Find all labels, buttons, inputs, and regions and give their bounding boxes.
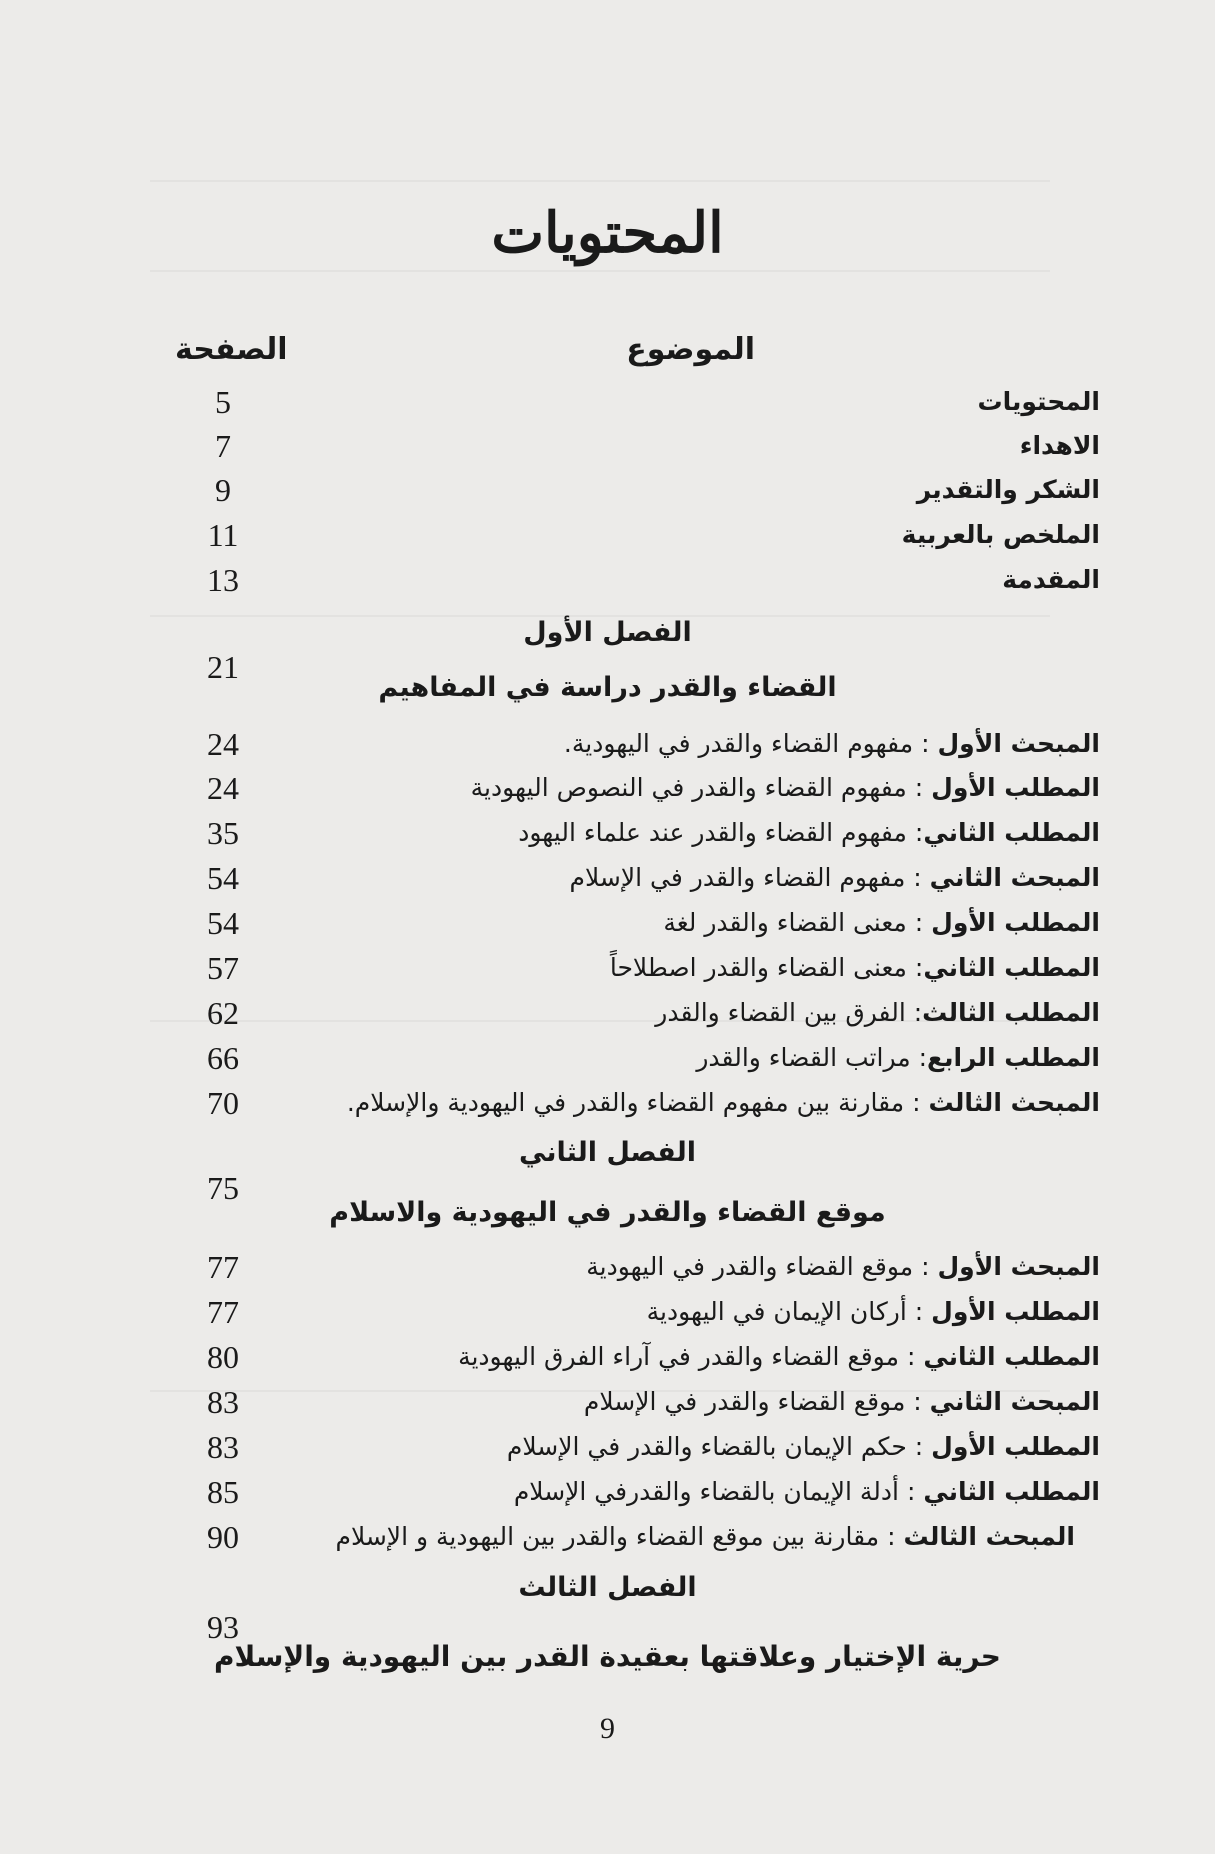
bleed-through-line	[150, 180, 1050, 182]
toc-entry[interactable]	[0, 811, 1215, 855]
entry-page-number: 24	[207, 726, 239, 762]
entry-text: : مقارنة بين موقع القضاء والقدر بين اليهودية و الإسلام	[335, 1522, 904, 1551]
chapter-heading: الفصل الثاني	[519, 1137, 696, 1168]
bleed-through-line	[150, 270, 1050, 272]
entry-page-number: 83	[207, 1429, 239, 1465]
entry-label: الملخص بالعربية	[901, 520, 1100, 549]
entry-text: : مراتب القضاء والقدر	[696, 1043, 927, 1072]
entry-text: : مفهوم القضاء والقدر في اليهودية.	[563, 729, 938, 758]
entry-page-number: 66	[207, 1040, 239, 1076]
toc-entry[interactable]	[0, 1081, 1215, 1125]
entry-text: : موقع القضاء والقدر في الإسلام	[583, 1387, 930, 1416]
chapter-heading: الفصل الأول	[523, 617, 692, 648]
toc-entry[interactable]	[0, 1515, 1215, 1559]
toc-entry[interactable]	[0, 380, 1215, 424]
entry-text: : أدلة الإيمان بالقضاء والقدرفي الإسلام	[513, 1477, 924, 1506]
entry-page-number: 54	[207, 905, 239, 941]
entry-label: المطلب الأول	[931, 908, 1100, 937]
entry-page-number: 9	[215, 472, 231, 508]
entry-label: الاهداء	[1019, 431, 1100, 460]
entry-label: المبحث الثاني	[929, 1387, 1100, 1416]
entry-page-number: 35	[207, 815, 239, 851]
toc-entry[interactable]	[0, 766, 1215, 810]
topic-column-header: الموضوع	[626, 332, 755, 367]
chapter-subtitle: موقع القضاء والقدر في اليهودية والاسلام	[329, 1197, 886, 1228]
chapter-page-number: 93	[207, 1609, 239, 1645]
entry-page-number: 90	[207, 1519, 239, 1555]
entry-text: : مفهوم القضاء والقدر في الإسلام	[569, 863, 930, 892]
toc-entry[interactable]	[0, 722, 1215, 766]
entry-text: : حكم الإيمان بالقضاء والقدر في الإسلام	[506, 1432, 932, 1461]
chapter-page-number: 21	[207, 649, 239, 685]
toc-entry[interactable]	[0, 558, 1215, 602]
entry-text: : موقع القضاء والقدر في اليهودية	[586, 1252, 938, 1281]
toc-entry[interactable]	[0, 1380, 1215, 1424]
entry-text: : معنى القضاء والقدر اصطلاحاً	[609, 953, 924, 982]
entry-page-number: 5	[215, 384, 231, 420]
entry-label: المطلب الأول	[931, 773, 1100, 802]
toc-entry[interactable]	[0, 1036, 1215, 1080]
chapter-subtitle: القضاء والقدر دراسة في المفاهيم	[378, 672, 837, 703]
entry-label: المطلب الرابع	[927, 1043, 1100, 1072]
page-column-header: الصفحة	[175, 332, 288, 367]
toc-entry[interactable]	[0, 468, 1215, 512]
entry-label: المبحث الأول	[937, 1252, 1100, 1281]
toc-entry[interactable]	[0, 1425, 1215, 1469]
entry-page-number: 11	[207, 517, 239, 553]
entry-label: المبحث الثالث	[928, 1088, 1100, 1117]
entry-text: : موقع القضاء والقدر في آراء الفرق اليهودية	[458, 1342, 924, 1371]
toc-entry[interactable]	[0, 856, 1215, 900]
entry-label: المبحث الأول	[937, 729, 1100, 758]
toc-entry[interactable]	[0, 424, 1215, 468]
entry-label: المبحث الثاني	[929, 863, 1100, 892]
page-title: المحتويات	[491, 200, 724, 266]
entry-text: : معنى القضاء والقدر لغة	[663, 908, 932, 937]
page-number-footer: 9	[600, 1712, 615, 1745]
entry-page-number: 77	[207, 1249, 239, 1285]
entry-label: المطلب الثاني	[923, 953, 1100, 982]
chapter-page-number: 75	[207, 1170, 239, 1206]
entry-text: : أركان الإيمان في اليهودية	[646, 1297, 932, 1326]
toc-entry[interactable]	[0, 1245, 1215, 1289]
entry-text: : مفهوم القضاء والقدر في النصوص اليهودية	[470, 773, 932, 802]
entry-page-number: 77	[207, 1294, 239, 1330]
entry-text: : مقارنة بين مفهوم القضاء والقدر في اليهودية والإسلام.	[346, 1088, 929, 1117]
entry-page-number: 62	[207, 995, 239, 1031]
entry-text: : الفرق بين القضاء والقدر	[655, 998, 923, 1027]
entry-label: المطلب الأول	[931, 1297, 1100, 1326]
entry-label: المطلب الثاني	[923, 1477, 1100, 1506]
toc-entry[interactable]	[0, 1470, 1215, 1514]
chapter-subtitle: حرية الإختيار وعلاقتها بعقيدة القدر بين اليهودية والإسلام	[214, 1640, 1001, 1673]
entry-label: المقدمة	[1002, 565, 1100, 594]
entry-page-number: 83	[207, 1384, 239, 1420]
toc-entry[interactable]	[0, 1335, 1215, 1379]
entry-page-number: 85	[207, 1474, 239, 1510]
toc-entry[interactable]	[0, 991, 1215, 1035]
entry-page-number: 70	[207, 1085, 239, 1121]
entry-label: المطلب الثاني	[923, 1342, 1100, 1371]
toc-entry[interactable]	[0, 1290, 1215, 1334]
entry-page-number: 7	[215, 428, 231, 464]
entry-label: المبحث الثالث	[903, 1522, 1075, 1551]
entry-label: المطلب الثاني	[923, 818, 1100, 847]
toc-entry[interactable]	[0, 901, 1215, 945]
entry-label: المطلب الأول	[931, 1432, 1100, 1461]
entry-page-number: 57	[207, 950, 239, 986]
entry-label: المحتويات	[977, 387, 1100, 416]
toc-entry[interactable]	[0, 513, 1215, 557]
entry-page-number: 80	[207, 1339, 239, 1375]
entry-label: المطلب الثالث	[922, 998, 1100, 1027]
toc-entry[interactable]	[0, 946, 1215, 990]
entry-page-number: 13	[207, 562, 239, 598]
entry-label: الشكر والتقدير	[916, 475, 1100, 504]
entry-text: : مفهوم القضاء والقدر عند علماء اليهود	[518, 818, 924, 847]
entry-page-number: 54	[207, 860, 239, 896]
chapter-heading: الفصل الثالث	[518, 1572, 697, 1603]
entry-page-number: 24	[207, 770, 239, 806]
